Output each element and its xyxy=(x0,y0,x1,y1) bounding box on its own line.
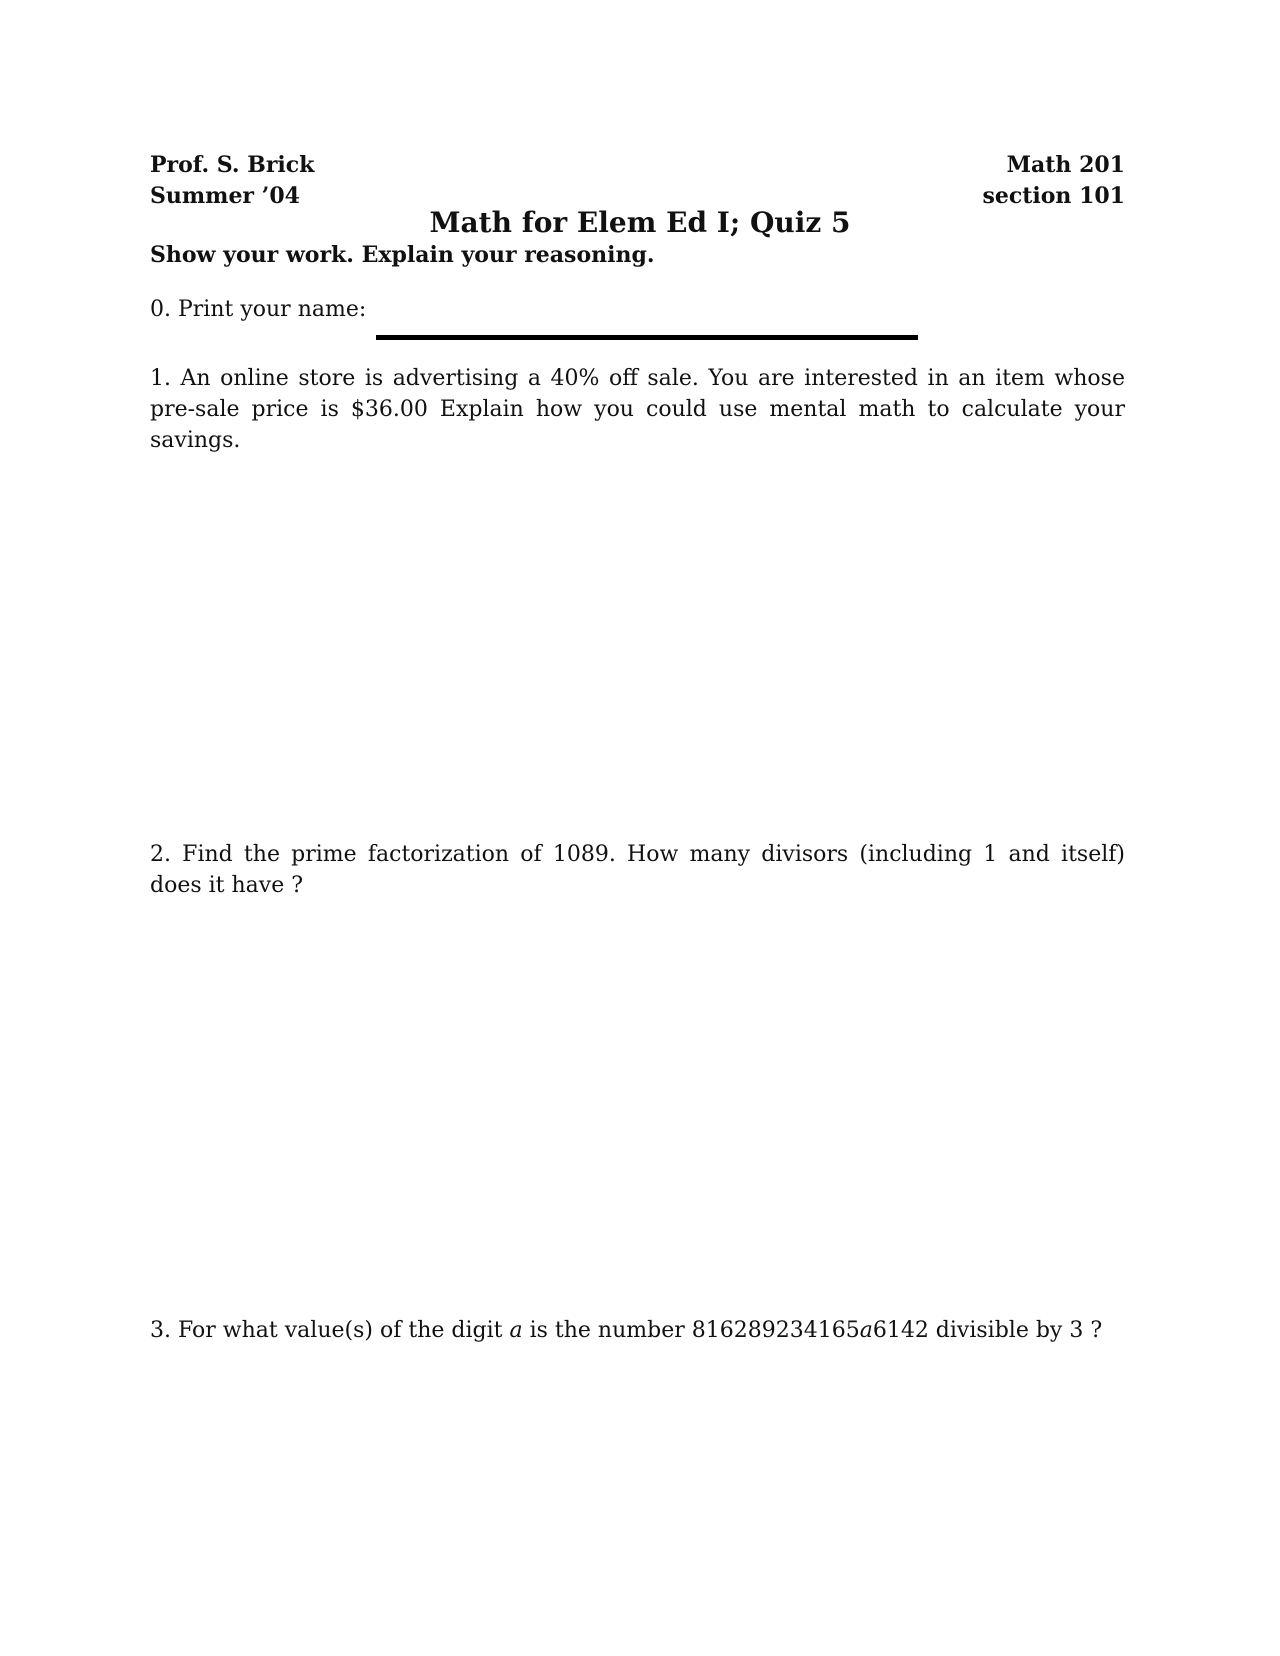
course-number: Math 201 xyxy=(1006,152,1125,178)
term: Summer ’04 xyxy=(150,183,300,209)
section-number: section 101 xyxy=(982,183,1125,209)
question-3-middle: is the number 816289234165 xyxy=(522,1318,860,1343)
question-3 xyxy=(150,1315,1125,1346)
digit-variable: a xyxy=(509,1318,523,1343)
quiz-title: Math for Elem Ed I; Quiz 5 xyxy=(429,206,851,239)
name-prompt: 0. Print your name: xyxy=(150,297,367,322)
question-3-suffix: 6142 divisible by 3 ? xyxy=(872,1318,1103,1343)
professor-name: Prof. S. Brick xyxy=(150,152,315,178)
question-1: 1. An online store is advertising a 40% off sale. You are interested in an item whose pre-sale price is $36.00 Explain how you could use mental math to calculate your savings. xyxy=(150,366,1125,453)
header-left xyxy=(150,150,314,212)
name-answer-line[interactable] xyxy=(376,335,918,340)
digit-variable-in-number: a xyxy=(859,1318,873,1343)
instructions: Show your work. Explain your reasoning. xyxy=(150,242,655,268)
question-3-prefix: 3. For what value(s) of the digit xyxy=(150,1318,510,1343)
question-2: 2. Find the prime factorization of 1089. How many divisors (including 1 and itself) does it have ? xyxy=(150,842,1125,898)
header-right xyxy=(982,150,1125,212)
